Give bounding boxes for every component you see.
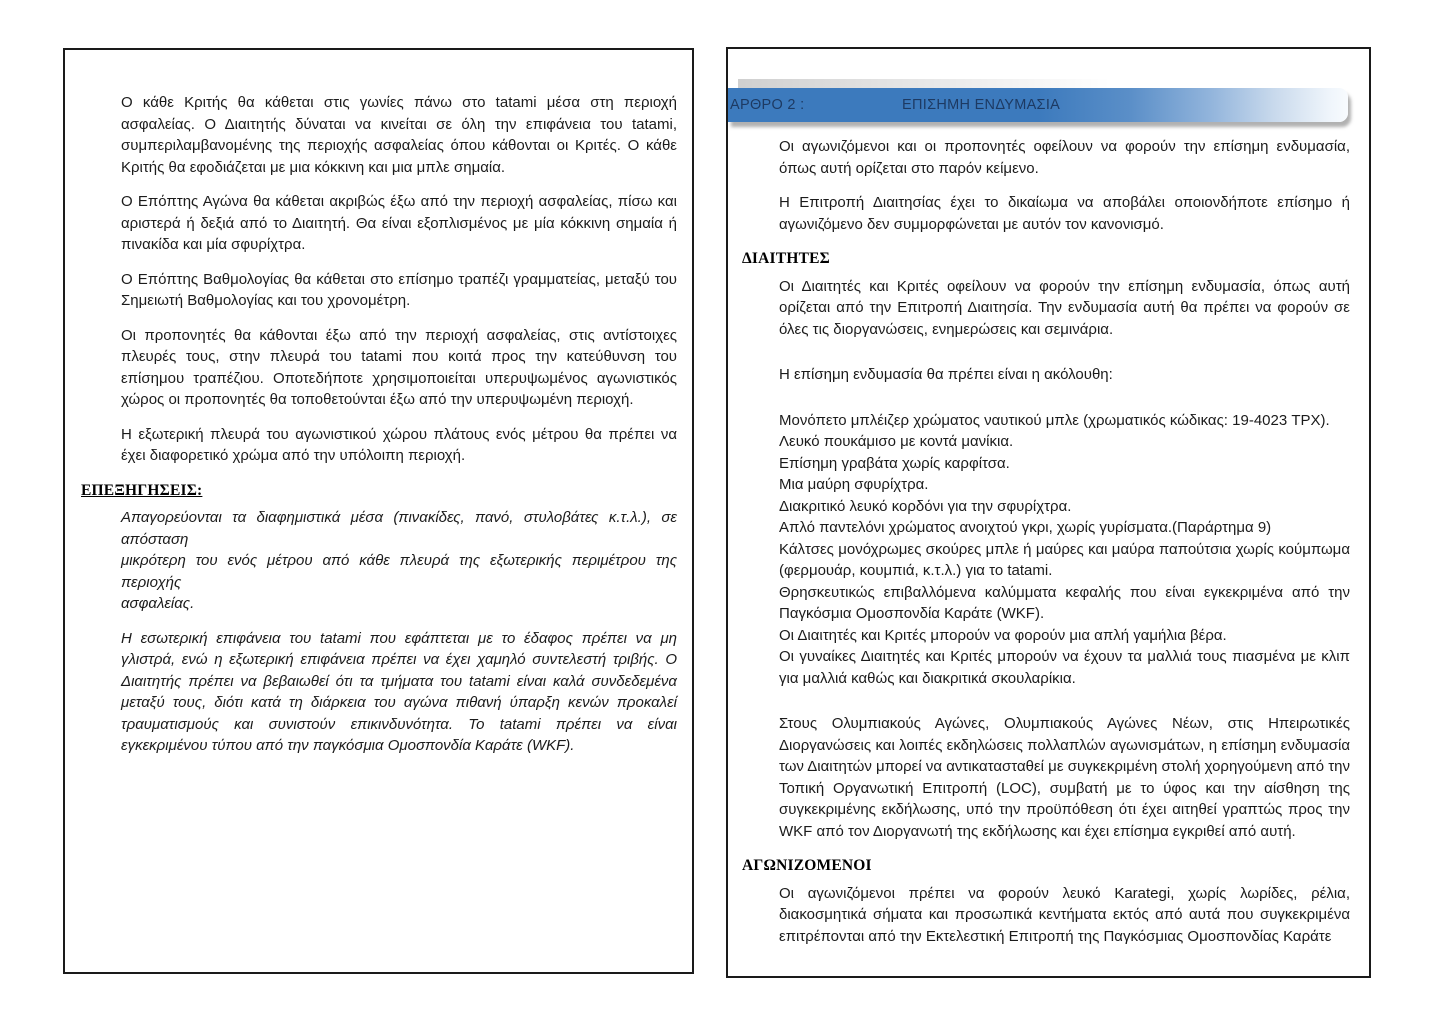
paragraph-judges-position: Ο κάθε Κριτής θα κάθεται στις γωνίες πάνω στο tatami μέσα στη περιοχή ασφαλείας. Ο Διαιτητής δύναται να κινείται σε όλη την επιφάνεια του tatami, συμπεριλαμβανομένης της περιοχής ασφαλείας όπου κάθονται οι Κριτές. Ο κάθε Κριτής θα εφοδιάζεται με μια κόκκινη και μια μπλε σημαία. — [121, 94, 677, 176]
list-item-shirt: Λευκό πουκάμισο με κοντά μανίκια. — [779, 433, 1014, 450]
header-bar-top-shadow — [738, 79, 1110, 88]
list-item-whistle: Μια μαύρη σφυρίχτρα. — [779, 476, 929, 493]
list-item-wedding-ring: Οι Διαιτητές και Κριτές μπορούν να φορούν μια απλή γαμήλια βέρα. — [779, 626, 1227, 644]
list-item-tie: Επίσημη γραβάτα χωρίς καρφίτσα. — [779, 454, 1010, 472]
page-left — [63, 48, 694, 974]
paragraph-refereeing-committee-right: Η Επιτροπή Διαιτησίας έχει το δικαίωμα να αποβάλει οποιονδήποτε επίσημο ή αγωνιζόμενο δεν συμμορφώνεται με αυτόν τον κανονισμό. — [779, 194, 1350, 233]
article-number-label: ΑΡΘΡΟ 2 : — [730, 97, 805, 113]
paragraph-official-attire-intro: Οι αγωνιζόμενοι και οι προπονητές οφείλουν να φορούν την επίσημη ενδυμασία, όπως αυτή ορίζεται στο παρόν κείμενο. — [779, 138, 1350, 177]
explanation-line: απόσταση — [121, 530, 189, 548]
paragraph-score-supervisor: Ο Επόπτης Βαθμολογίας θα κάθεται στο επίσημο τραπέζι γραμματείας, μεταξύ του Σημειωτή Βαθμολογίας και του χρονομέτρη. — [121, 270, 677, 309]
explanation-line: περιοχής — [121, 573, 182, 591]
referees-section-heading: ΔΙΑΙΤΗΤΕΣ — [742, 250, 830, 267]
page-right — [726, 47, 1371, 978]
article-header-bar — [728, 88, 1348, 122]
explanation-line: Απαγορεύονται τα διαφημιστικά μέσα (πινακίδες, πανό, στυλοβάτες κ.τ.λ.), σε — [121, 509, 677, 526]
competitors-section-heading: ΑΓΩΝΙΖΟΜΕΝΟΙ — [742, 857, 872, 874]
paragraph-olympic-events-attire: Στους Ολυμπιακούς Αγώνες, Ολυμπιακούς Αγώνες Νέων, στις Ηπειρωτικές Διοργανώσεις και λοιπές εκδηλώσεις πολλαπλών αγωνισμάτων, η επίσημη ενδυμασία των Διαιτητών μπορεί να αντικατασταθεί με συγκεκριμένη στολή χορηγούμενη από την Τοπική Οργανωτική Επιτροπή (LOC), συμβατή με το ύφος και την αίσθηση της συγκεκριμένης εκδήλωσης, υπό την προϋπόθεση ότι έχει αιτηθεί γραπτώς προς την WKF από τον Διοργανωτή της εκδήλωσης και έχει επίσημα εγκριθεί από αυτή. — [779, 715, 1350, 840]
article-header — [728, 88, 1369, 122]
paragraph-attire-list-intro: Η επίσημη ενδυμασία θα πρέπει είναι η ακόλουθη: — [779, 366, 1113, 383]
paragraph-competitors-karategi: Οι αγωνιζόμενοι πρέπει να φορούν λευκό Karategi, χωρίς λωρίδες, ρέλια, διακοσμητικά σήματα και προσωπικά κεντήματα εκτός από αυτά που συγκεκριμένα επιτρέπονται από την Εκτελεστική Επιτροπή της Παγκόσμιας Ομοσπονδίας Καράτε — [779, 884, 1350, 945]
explanation-paragraph-tatami-surface: Η εσωτερική επιφάνεια του tatami που εφάπτεται με το έδαφος πρέπει να μη γλιστρά, ενώ η εξωτερική επιφάνεια πρέπει να έχει χαμηλό συντελεστή τριβής. Ο Διαιτητής πρέπει να βεβαιωθεί ότι τα τμήματα του tatami είναι καλά συνδεδεμένα μεταξύ τους, διότι κατά τη διάρκεια του αγώνα πιθανή ύπαρξη κενών προκαλεί τραυματισμούς και συνιστούν επικινδυνότητα. Το tatami πρέπει να είναι εγκεκριμένου τύπου από την παγκόσμια Ομοσπονδία Καράτε (WKF). — [121, 629, 677, 754]
explanations-heading: ΕΠΕΞΗΓΗΣΕΙΣ: — [81, 481, 203, 499]
list-item-socks-shoes: Κάλτσες μονόχρωμες σκούρες μπλε ή μαύρες και μαύρα παπούτσια χωρίς κούμπωμα (φερμουάρ, κουμπιά, κ.τ.λ.) για το tatami. — [779, 540, 1350, 579]
page-right-content — [728, 122, 1369, 947]
paragraph-referees-attire: Οι Διαιτητές και Κριτές οφείλουν να φορούν την επίσημη ενδυμασία, όπως αυτή ορίζεται από την Επιτροπή Διαιτησία. Την ενδυμασία αυτή θα πρέπει να φορούν σε όλες τις διοργανώσεις, ενημερώσεις και σεμινάρια. — [779, 277, 1350, 338]
explanation-line: μικρότερη του ενός μέτρου από κάθε πλευρά της εξωτερικής περιμέτρου της — [121, 552, 677, 569]
uniform-items-list — [779, 410, 1350, 690]
article-title: ΕΠΙΣΗΜΗ ΕΝΔΥΜΑΣΙΑ — [902, 97, 1061, 113]
explanation-line: ασφαλείας. — [121, 595, 195, 612]
list-item-blazer: Μονόπετο μπλέιζερ χρώματος ναυτικού μπλε (χρωματικός κώδικας: 19-4023 TPX). — [779, 411, 1330, 429]
list-item-hair-clips: Οι γυναίκες Διαιτητές και Κριτές μπορούν να έχουν τα μαλλιά τους πιασμένα με κλιπ για μαλλιά καθώς και διακριτικά σκουλαρίκια. — [779, 648, 1350, 687]
list-item-head-coverings: Θρησκευτικώς επιβαλλόμενα καλύμματα κεφαλής που είναι εγκεκριμένα από την Παγκόσμια Ομοσπονδία Καράτε (WKF). — [779, 583, 1350, 622]
list-item-whistle-cord: Διακριτικό λευκό κορδόνι για την σφυρίχτρα. — [779, 497, 1072, 515]
list-item-trousers: Απλό παντελόνι χρώματος ανοιχτού γκρι, χωρίς γυρίσματα.(Παράρτημα 9) — [779, 519, 1272, 536]
explanation-paragraph-advertising — [121, 507, 677, 615]
paragraph-outer-area-colour: Η εξωτερική πλευρά του αγωνιστικού χώρου πλάτους ενός μέτρου θα πρέπει να έχει διαφορετικό χρώμα από την υπόλοιπη περιοχή. — [121, 425, 677, 464]
paragraph-coaches-position: Οι προπονητές θα κάθονται έξω από την περιοχή ασφαλείας, στις αντίστοιχες πλευρές τους, στην πλευρά του tatami που κοιτά προς την κατεύθυνση του επίσημου τραπέζιου. Οποτεδήποτε χρησιμοποιείται υπερυψωμένος αγωνιστικός χώρος οι προπονητές θα τοποθετούνται έξω από την υπερυψωμένη περιοχή. — [121, 326, 677, 408]
paragraph-match-supervisor: Ο Επόπτης Αγώνα θα κάθεται ακριβώς έξω από την περιοχή ασφαλείας, πίσω και αριστερά ή δεξιά από το Διαιτητή. Θα είναι εξοπλισμένος με μία κόκκινη σημαία ή πινακίδα και μία σφυρίχτρα. — [121, 193, 677, 253]
